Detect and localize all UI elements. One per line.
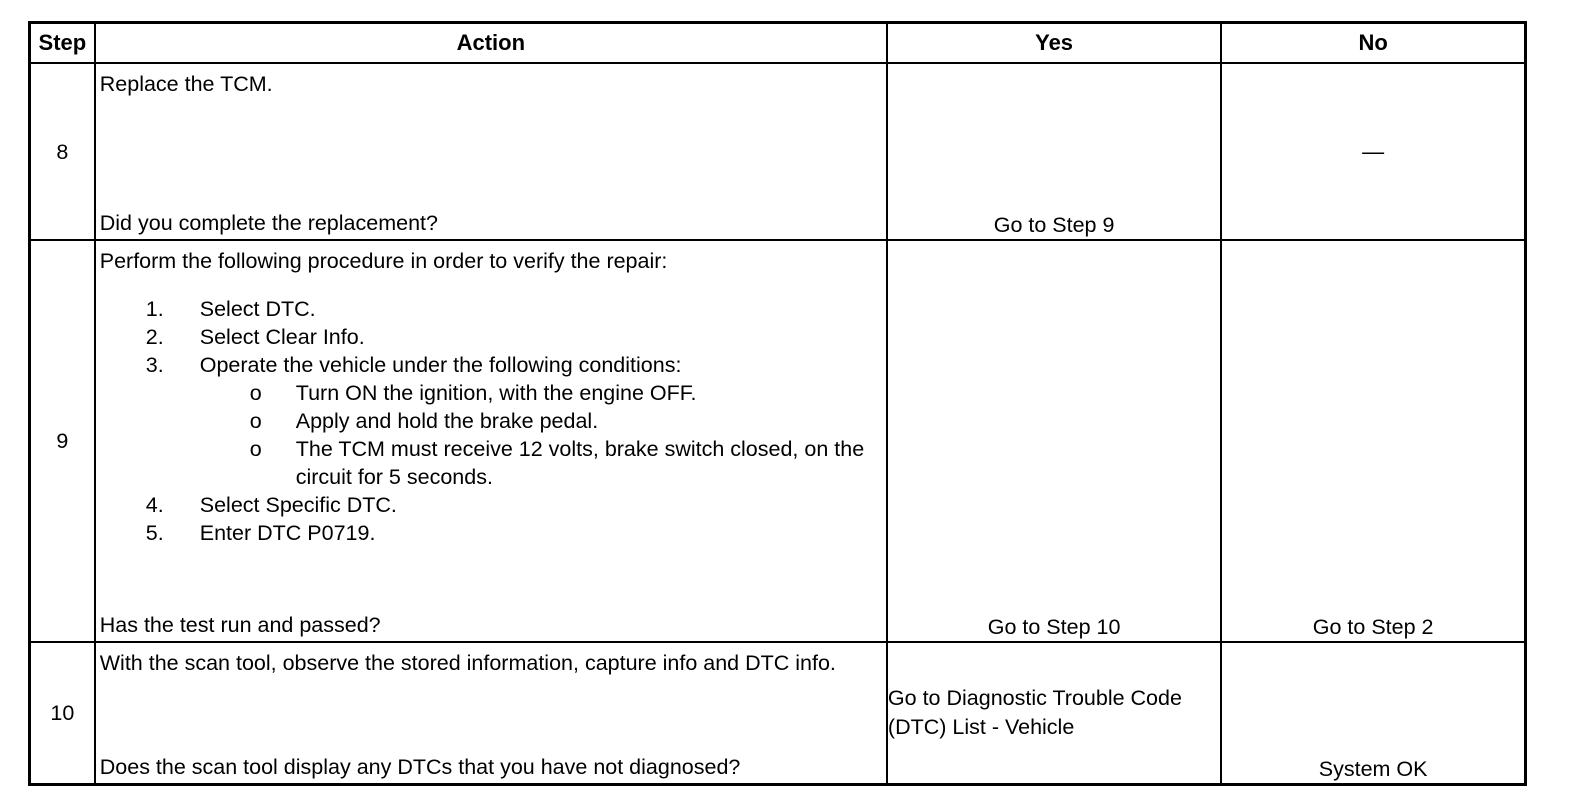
action-question: Does the scan tool display any DTCs that you have not diagnosed? <box>99 755 741 779</box>
list-item: o Turn ON the ignition, with the engine OFF. <box>249 381 697 405</box>
list-item: 4. Select Specific DTC. <box>145 493 397 517</box>
no-result: Go to Step 2 <box>1221 240 1525 642</box>
table-row-step-9 <box>30 240 1526 642</box>
table-row-step-8 <box>30 63 1526 240</box>
action-cell <box>95 63 887 240</box>
yes-result: Go to Step 10 <box>887 240 1221 642</box>
header-no: No <box>1221 23 1525 64</box>
bullet-icon: o <box>249 409 262 433</box>
action-cell <box>95 642 887 785</box>
action-question: Has the test run and passed? <box>99 613 381 637</box>
step-number: 10 <box>30 642 95 785</box>
condition-list <box>100 379 882 491</box>
bullet-icon: o <box>249 437 262 461</box>
action-cell <box>95 240 887 642</box>
bullet-icon: o <box>249 381 262 405</box>
procedure-list-continued <box>100 491 882 547</box>
procedure-list <box>100 295 882 379</box>
header-step: Step <box>30 23 95 64</box>
no-result: — <box>1221 63 1525 240</box>
list-item: 2. Select Clear Info. <box>145 325 365 349</box>
list-item: 3. Operate the vehicle under the following conditions: <box>145 353 682 377</box>
step-number: 9 <box>30 240 95 642</box>
header-row <box>30 23 1526 64</box>
header-action: Action <box>95 23 887 64</box>
list-item: 1. Select DTC. <box>145 297 316 321</box>
no-result: System OK <box>1221 642 1525 785</box>
action-intro: Perform the following procedure in order to verify the repair: <box>99 249 668 273</box>
table-row-step-10 <box>30 642 1526 785</box>
step-number: 8 <box>30 63 95 240</box>
header-yes: Yes <box>887 23 1221 64</box>
action-question: Did you complete the replacement? <box>99 211 438 235</box>
action-intro: Replace the TCM. <box>99 72 273 96</box>
list-item: 5. Enter DTC P0719. <box>145 521 376 545</box>
yes-result: Go to Diagnostic Trouble Code (DTC) List - Vehicle <box>887 642 1221 785</box>
list-item: o Apply and hold the brake pedal. <box>249 409 599 433</box>
diagnostic-table <box>28 21 1527 786</box>
yes-result: Go to Step 9 <box>887 63 1221 240</box>
list-item: o The TCM must receive 12 volts, brake switch closed, on the circuit for 5 seconds. <box>249 437 865 489</box>
action-intro: With the scan tool, observe the stored information, capture info and DTC info. <box>99 651 836 675</box>
